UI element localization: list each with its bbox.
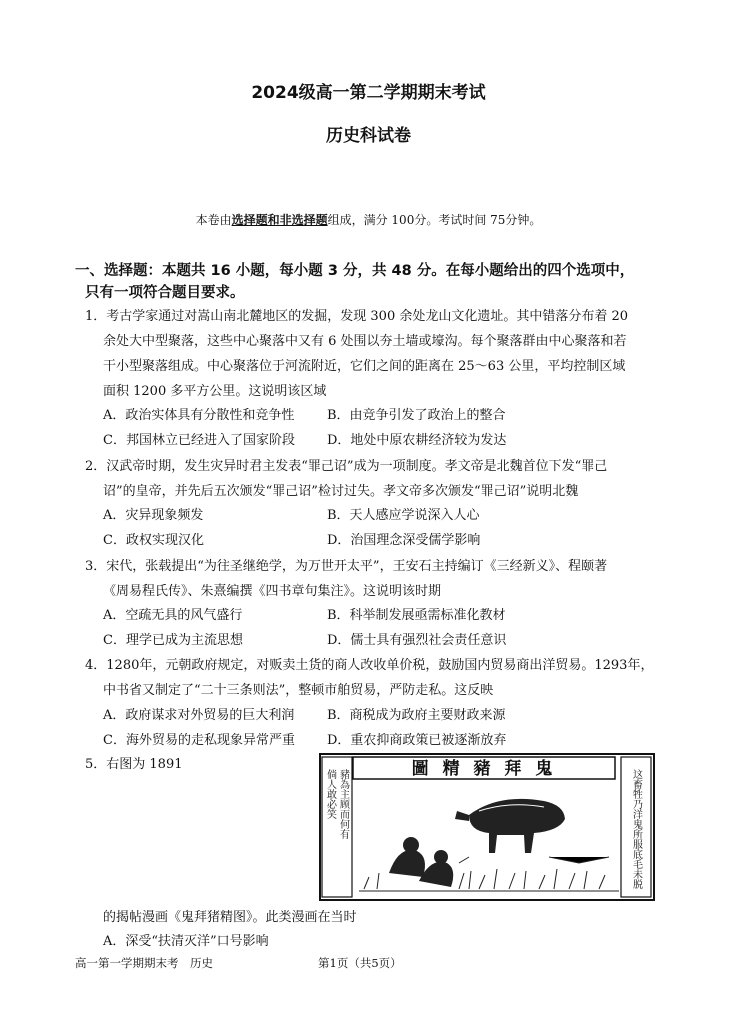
q2-option-a: A．灾异现象频发 bbox=[103, 508, 204, 523]
intro-suffix: 组成，满分 100分。考试时间 75分钟。 bbox=[327, 213, 542, 227]
q4-option-b: B．商税成为政府主要财政来源 bbox=[327, 708, 506, 723]
footer-left: 高一第一学期期末考 历史 bbox=[75, 956, 213, 970]
figure-left-text-2: 豬為主顾而何有 bbox=[337, 769, 349, 839]
q1-option-a: A．政治实体具有分散性和竞争性 bbox=[103, 408, 295, 423]
q4-line2: 中书省又制定了“二十三条则法”，整顿市舶贸易，严防走私。这反映 bbox=[103, 683, 494, 698]
q5-option-a: A．深受“扶清灭洋”口号影响 bbox=[103, 934, 269, 949]
q1-line4: 面积 1200 多平方公里。这说明该区域 bbox=[103, 384, 327, 399]
q2-option-b: B．天人感应学说深入人心 bbox=[327, 508, 480, 523]
section-heading-line1: 一、选择题：本题共 16 小题，每小题 3 分，共 48 分。在每小题给出的四个选项中， bbox=[75, 263, 635, 279]
exam-intro bbox=[0, 211, 737, 228]
figure-left-text-1: 倘人敢必笑 bbox=[324, 769, 336, 819]
exam-title: 2024级高一第二学期期末考试 bbox=[251, 83, 486, 103]
q2-line1: 2．汉武帝时期，发生灾异时君主发表“罪己诏”成为一项制度。孝文帝是北魏首位下发“罪己 bbox=[85, 459, 608, 474]
intro-bold: 选择题和非选择题 bbox=[231, 213, 328, 227]
q1-option-c: C．邦国林立已经进入了国家阶段 bbox=[103, 433, 295, 448]
q1-option-b: B．由竞争引发了政治上的整合 bbox=[327, 408, 506, 423]
q3-option-b: B．科举制发展亟需标准化教材 bbox=[327, 608, 506, 623]
q3-line2: 《周易程氏传》、朱熹编撰《四书章句集注》。这说明该时期 bbox=[103, 584, 442, 599]
q1-line3: 干小型聚落组成。中心聚落位于河流附近，它们之间的距离在 25～63 公里，平均控制区域 bbox=[103, 359, 626, 374]
q4-line1: 4．1280年，元朝政府规定，对贩卖土货的商人改收单价税，鼓励国内贸易商出洋贸易。1293年， bbox=[85, 658, 654, 673]
figure-right-text: 这畜牲乃洋鬼所服底毛未脱 bbox=[630, 769, 642, 889]
q3-option-a: A．空疏无具的风气盛行 bbox=[103, 608, 243, 623]
q4-option-d: D．重农抑商政策已被逐渐放弃 bbox=[327, 733, 507, 748]
q5-line2: 的揭帖漫画《鬼拜猪精图》。此类漫画在当时 bbox=[103, 910, 357, 925]
q3-option-c: C．理学已成为主流思想 bbox=[103, 633, 243, 648]
q4-option-a: A．政府谋求对外贸易的巨大利润 bbox=[103, 708, 295, 723]
q1-line2: 余处大中型聚落，这些中心聚落中又有 6 处围以夯土墙或壕沟。每个聚落群由中心聚落和若 bbox=[103, 334, 627, 349]
q1-line1: 1．考古学家通过对嵩山南北麓地区的发掘，发现 300 余处龙山文化遗址。其中错落分布着 20 bbox=[85, 309, 629, 324]
q2-option-c: C．政权实现汉化 bbox=[103, 533, 204, 548]
intro-prefix: 本卷由 bbox=[195, 213, 232, 227]
figure-title: 圖 精 豬 拜 鬼 bbox=[411, 759, 557, 779]
footer-page-number: 第1页（共5页） bbox=[318, 956, 402, 970]
section-heading-line2: 只有一项符合题目要求。 bbox=[85, 285, 245, 301]
q2-option-d: D．治国理念深受儒学影响 bbox=[327, 533, 481, 548]
exam-subtitle: 历史科试卷 bbox=[326, 126, 411, 146]
q3-option-d: D．儒士具有强烈社会责任意识 bbox=[327, 633, 507, 648]
q1-option-d: D．地处中原农耕经济较为发达 bbox=[327, 433, 507, 448]
q4-option-c: C．海外贸易的走私现象异常严重 bbox=[103, 733, 295, 748]
cartoon-figure bbox=[319, 753, 655, 901]
q2-line2: 诏”的皇帝，并先后五次颁发“罪己诏”检讨过失。孝文帝多次颁发“罪己诏”说明北魏 bbox=[103, 484, 579, 499]
q5-lead: 5．右图为 1891 bbox=[85, 757, 183, 772]
q3-line1: 3．宋代，张载提出“为往圣继绝学，为万世开太平”，王安石主持编订《三经新义》、程颐著 bbox=[85, 559, 608, 574]
